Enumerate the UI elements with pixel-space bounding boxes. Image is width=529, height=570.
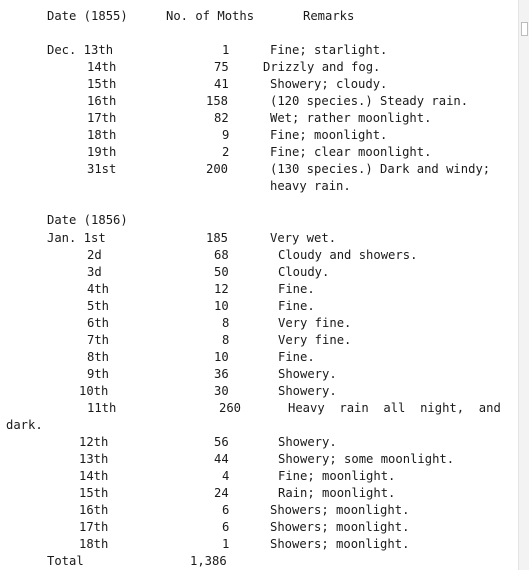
row-remarks: Cloudy. (278, 265, 330, 279)
remarks-column-header: Remarks (303, 9, 355, 23)
row-moth-count: 8 (222, 333, 230, 347)
row-moth-count: 75 (214, 60, 229, 74)
row-moth-count: 6 (222, 503, 230, 517)
row-moth-count: 56 (214, 435, 229, 449)
row-date: 13th (79, 452, 109, 466)
row-remarks: Fine; moonlight. (270, 128, 388, 142)
row-moth-count: 10 (214, 350, 229, 364)
row-date: 18th (87, 128, 117, 142)
row-date: 15th (79, 486, 109, 500)
row-remarks: (120 species.) Steady rain. (270, 94, 469, 108)
row-date: 11th (87, 401, 117, 415)
row-date: 16th (79, 503, 109, 517)
row-date: 12th (79, 435, 109, 449)
row-remarks: Rain; moonlight. (278, 486, 396, 500)
total-label: Total (47, 554, 84, 568)
row-remarks: Fine; clear moonlight. (270, 145, 432, 159)
row-date: 19th (87, 145, 117, 159)
row-remarks: Showery. (278, 367, 337, 381)
row-remarks: Showery. (278, 435, 337, 449)
row-remarks: Fine. (278, 299, 315, 313)
row-moth-count: 1 (222, 43, 230, 57)
row-date: 18th (79, 537, 109, 551)
row-moth-count: 185 (206, 231, 229, 245)
row-moth-count: 2 (222, 145, 230, 159)
row-date: 10th (79, 384, 109, 398)
row-remarks: Showery; some moonlight. (278, 452, 455, 466)
row-moth-count: 9 (222, 128, 230, 142)
row-date: 9th (87, 367, 110, 381)
row-remarks: Drizzly and fog. (263, 60, 381, 74)
row-moth-count: 24 (214, 486, 229, 500)
row-remarks-continued: dark. (6, 418, 43, 432)
row-date: Jan. 1st (47, 231, 106, 245)
row-remarks: Showers; moonlight. (270, 503, 410, 517)
row-moth-count: 4 (222, 469, 230, 483)
row-date: 16th (87, 94, 117, 108)
row-remarks: Showery; cloudy. (270, 77, 388, 91)
row-moth-count: 12 (214, 282, 229, 296)
row-date: 14th (87, 60, 117, 74)
row-date: 4th (87, 282, 110, 296)
row-date: 2d (87, 248, 102, 262)
row-moth-count: 41 (214, 77, 229, 91)
row-moth-count: 260 (219, 401, 242, 415)
row-remarks-continued: heavy rain. (270, 179, 351, 193)
row-date: 7th (87, 333, 110, 347)
row-remarks: Showery. (278, 384, 337, 398)
row-date: 8th (87, 350, 110, 364)
total-value: 1,386 (190, 554, 227, 568)
row-moth-count: 6 (222, 520, 230, 534)
date-1855-header: Date (1855) (47, 9, 128, 23)
date-1856-header: Date (1856) (47, 213, 128, 227)
row-remarks: Showers; moonlight. (270, 520, 410, 534)
moths-column-header: No. of Moths (166, 9, 255, 23)
row-remarks: Fine. (278, 350, 315, 364)
row-moth-count: 82 (214, 111, 229, 125)
row-date: 17th (87, 111, 117, 125)
row-date: 15th (87, 77, 117, 91)
row-date: 6th (87, 316, 110, 330)
row-date: 31st (87, 162, 117, 176)
row-remarks: (130 species.) Dark and windy; (270, 162, 491, 176)
row-remarks: Fine; starlight. (270, 43, 388, 57)
row-remarks: Fine. (278, 282, 315, 296)
row-remarks: Wet; rather moonlight. (270, 111, 432, 125)
row-moth-count: 10 (214, 299, 229, 313)
row-remarks: Very fine. (278, 316, 352, 330)
row-moth-count: 50 (214, 265, 229, 279)
row-remarks: Very fine. (278, 333, 352, 347)
row-remarks: Cloudy and showers. (278, 248, 418, 262)
row-date: 3d (87, 265, 102, 279)
row-date: 17th (79, 520, 109, 534)
row-moth-count: 200 (206, 162, 229, 176)
row-moth-count: 44 (214, 452, 229, 466)
row-moth-count: 8 (222, 316, 230, 330)
row-remarks: Showers; moonlight. (270, 537, 410, 551)
row-date: 14th (79, 469, 109, 483)
row-moth-count: 68 (214, 248, 229, 262)
scrollbar-thumb[interactable] (521, 22, 528, 36)
row-moth-count: 36 (214, 367, 229, 381)
row-moth-count: 158 (206, 94, 229, 108)
row-remarks: Very wet. (270, 231, 337, 245)
row-remarks: Fine; moonlight. (278, 469, 396, 483)
vertical-scrollbar[interactable] (518, 0, 529, 570)
row-date: Dec. 13th (47, 43, 114, 57)
row-date: 5th (87, 299, 110, 313)
row-remarks: Heavy rain all night, and (288, 401, 501, 415)
row-moth-count: 1 (222, 537, 230, 551)
row-moth-count: 30 (214, 384, 229, 398)
